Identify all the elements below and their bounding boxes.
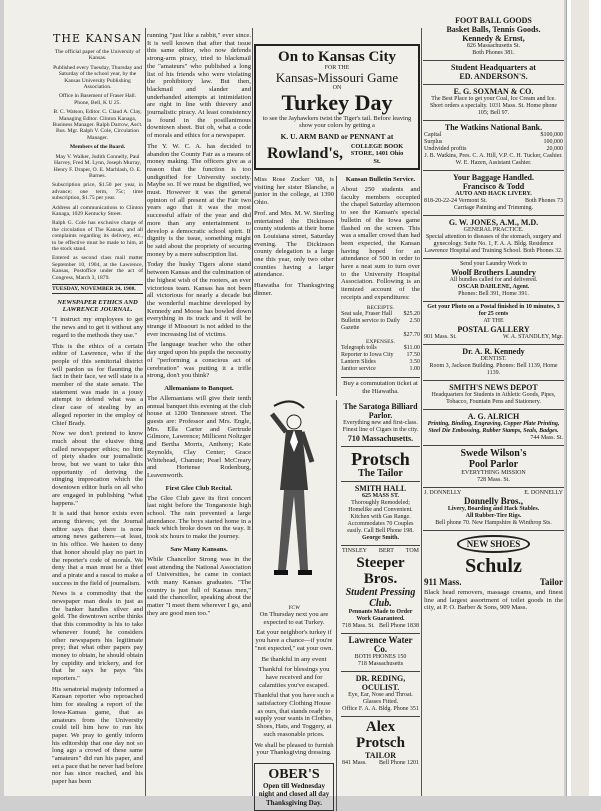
- ad-heading: Your Baggage Handled.: [453, 173, 534, 182]
- steeper-address: 718 Mass. St.: [342, 622, 375, 629]
- ad-phone: Bell phone 70. New Hampshire & Winthrop Sts.: [435, 520, 552, 526]
- ad-line: On to Kansas City: [278, 49, 396, 65]
- bank-value: 100,000: [543, 139, 563, 145]
- expense-label: Lantern Slides: [341, 359, 376, 366]
- ad-name: POSTAL GALLERY: [457, 325, 530, 334]
- ad-service: All bundles called for and delivered.: [449, 277, 538, 283]
- rowlands-ad: [254, 44, 420, 170]
- bulletin-headline: Kansan Bulletin Service.: [345, 176, 416, 184]
- ad-line: K. U. ARM BAND or PENNANT at: [280, 131, 394, 141]
- anderson-ad: [423, 61, 564, 85]
- new-shoes-logo: NEW SHOES: [457, 535, 531, 553]
- receipt-value: $25.20: [403, 310, 420, 317]
- editorial-para: "I instruct my employees to get the news and to get it without any regard to the methods they use.": [52, 316, 143, 339]
- bank-officers: J. B. Watkins, Pres. C. A. Hill, V.P. C. H. Tucker, Cashier. W. E. Hazen, Assistant Cashier.: [424, 153, 563, 166]
- alex-protsch-ad: [341, 717, 420, 770]
- kansans-body: While Chancellor Strong was in the east attending the National Association of Universities, he came in contact with many Kansas graduates. "The country is just full of Kansas men," said the chancellor, speaking about the matter "I meet them wherever I go, and they are good men too.": [147, 555, 251, 617]
- expense-value: 1.00: [409, 366, 420, 373]
- steeper-partner: BERT: [378, 547, 394, 554]
- schulz-ad: [423, 531, 564, 618]
- steeper-ad: [341, 546, 420, 634]
- bank-value: $100,000: [540, 132, 563, 138]
- water-co-name: Lawrence Water Co.: [348, 634, 413, 654]
- society-para: Hiawatha for Thanksgiving dinner.: [254, 282, 334, 297]
- saratoga-ad: [341, 400, 420, 447]
- ad-small: Short orders a specialty. 1031 Mass. St. Home phone 105; Bell 97.: [429, 103, 558, 116]
- subscription-price: Subscription price, $1.50 per year, in advance; one term, 75c; time subscription, $1.75 per year.: [52, 182, 143, 202]
- receipts-heading: RECEIPTS.: [366, 304, 395, 311]
- news-para: running "just like a rabbit," ever since. It is well known that after that issue this same editor, who now defends strong-arm piracy, tried to blackmail the "amateurs" who published a long list of his friends who were violating the prohibitory law. But then, blackmail and slander and underhanded attempts at intimidation are right in line with thievery and journalistic piracy. At least consistency is found in the posillanimous downtown sheet. But oh, what a code of morals and ethics for a newspaper.: [147, 32, 251, 140]
- ad-text: Send your Laundry Work to: [459, 261, 528, 267]
- glee-body: The Glee Club gave its first concert last night before the Tonganoxie high school. The rain prevented a large attendance. The boys started home in a hack which broke down on the way. It took six hours to make the journey.: [147, 494, 251, 541]
- center-right-ads: [341, 400, 420, 811]
- ad-name: SMITH'S NEWS DEPOT: [449, 383, 538, 392]
- ad-phone: Phones: Bell 391, Home 391.: [458, 291, 529, 297]
- ad-line: Kansas-Missouri Game: [275, 70, 399, 85]
- thanks-line: Thankful for blessings you have received and for calamities you've escaped.: [258, 666, 330, 689]
- ad-name: Swede Wilson's: [460, 448, 527, 459]
- bulletin-article: [341, 176, 420, 396]
- ad-at: AT THE: [483, 318, 504, 324]
- ad-text: Student Headquarters at: [451, 63, 536, 72]
- expense-value: 17.50: [406, 352, 420, 359]
- editorial-para: Now we don't pretend to know much about the elusive thing called newspaper ethics; no hint of piety shades our journalistic brow, but we want to take this opportunity of deriving the stinging imprecation which the downtown editor hurls on all who are engaged in publishing "what happens.": [52, 430, 143, 507]
- partner-name: J. DONNELLY: [424, 490, 462, 496]
- address-note: Address all communications to Clinton Kanaga, 1029 Kentucky Street.: [52, 204, 143, 217]
- ad-service: All Rubber-Tire Rigs.: [465, 513, 522, 519]
- protsch-tagline: The Tailor: [358, 467, 403, 479]
- steeper-partner: TOM: [405, 547, 419, 554]
- saratoga-address: 710 Massachusetts.: [347, 433, 414, 443]
- bulletin-body: About 250 students and faculty members occupied the chapel Saturday afternoon to see the Kansan's special bulletin of the Iowa game flashed on the screen. This was a smaller crowd than had been expected, the Kansan having hoped for an attendance of 500 in order to have a neat sum to turn over to the University Hospital Association. Following is an itemized account of the receipts and expenditures:: [341, 186, 420, 301]
- ad-address: 901 Mass. St.: [424, 334, 457, 340]
- receipt-label: Bulletin service to Daily Gazette: [341, 317, 400, 331]
- ad-text: Livery, Boarding and Hack Stables.: [447, 506, 540, 512]
- news-para: Today the husky Tigers alone stand between Kansas and the culmination of the highest wish of the rooters, an ever victorious team. Kansas has not been all victorious for nearly a decade but the wonderful machine developed by Kennedy and Moose has bowled down everything in its track and it will be strange if Missouri is not added to the ever increasing list of victims.: [147, 261, 251, 338]
- receipt-total: $27.70: [403, 331, 420, 338]
- board-members: May V. Walker, Judith Connelly, Paul Harvey, Fred M. Lynn, Joseph Murray, Henry F. Draper, O. E. Marblash, O. E. Barnes.: [53, 153, 142, 179]
- editorial-para: His senatorial majesty informed a Kansan reporter who reproached him for stealing a report of the Iowa-Kansas game, that as amateurs from the University could tell him how to run his paper. We pray to gently inform his editorship that one day not so long ago a crowd of these same "amateurs" did run his paper, and set a pace that he never had before nor has since reached, and his paper has been: [52, 685, 143, 786]
- column-rule: [421, 28, 422, 796]
- smith-hall-owner: George Smith.: [362, 534, 399, 541]
- bank-value: 20,000: [546, 146, 563, 152]
- water-co-phones: BOTH PHONES 150: [354, 653, 407, 660]
- steeper-partner: TINSLEY: [342, 547, 367, 554]
- ad-name: Kennedy & Ernst,: [462, 34, 525, 43]
- rowlands-name: Rowland's,: [266, 144, 344, 162]
- ad-name: Dr. A. R. Kennedy: [462, 347, 525, 356]
- kansans-headline: Saw Many Kansans.: [170, 545, 228, 553]
- turkey-day-title: Turkey Day: [281, 90, 393, 115]
- kennedy-dentist-ad: [423, 345, 564, 381]
- ad-trade: Tailor: [539, 577, 563, 587]
- circulation-note: Ralph G. Cole has exclusive charge of the circulation of The Kansan, and all complaints regarding its delivery, etc., to be effective must be made to him, at the stock stand.: [52, 220, 143, 252]
- column-masthead: [52, 0, 143, 789]
- expense-label: Telegraph tolls: [341, 345, 377, 352]
- society-para: Prof. and Mrs. M. W. Sterling entertained the Dickinson county students at their home on Louisiana street, Saturday evening. The Dickinson county delegation is a large one this year, only two other counties having a larger attendance.: [254, 209, 334, 279]
- ad-text: EVERYTHING MISSION: [461, 470, 526, 476]
- hiawatha-ad: Buy a commutation ticket at the Hiawatha.: [341, 377, 420, 395]
- ad-service: AUTO AND HACK LIVERY.: [455, 191, 532, 197]
- entered-note: Entered as second class mail matter September 10, 1904, at the Lawrence, Kansas, Postoffice under the act of Congress, March 3, 1879.: [52, 255, 143, 281]
- ad-line: COLLEGE BOOK STORE, 1401 Ohio St.: [350, 142, 404, 165]
- news-para: The language teacher who the other day urged upon his pupils the necessity of "performing a conscious act of cerebration" was putting it a trifle strong, don't you think?: [147, 341, 251, 380]
- society-notes: [254, 176, 337, 396]
- ad-address: 728 Mass. St.: [477, 477, 510, 483]
- protsch-name: Protsch: [351, 448, 410, 469]
- board-heading: Members of the Board.: [69, 144, 126, 151]
- expense-label: Janitor service: [341, 366, 376, 373]
- ad-line: FOR THE: [324, 65, 350, 71]
- ad-heading: FOOT BALL GOODS: [455, 16, 532, 25]
- alex-protsch-address: 841 Mass.: [342, 759, 367, 766]
- alex-protsch-name: Alex Protsch: [356, 718, 405, 751]
- ad-name: Donnelly Bros.,: [463, 496, 524, 506]
- ad-service: GENERAL PRACTICE.: [463, 227, 524, 233]
- smith-hall-name: SMITH HALL: [354, 483, 407, 493]
- postal-gallery-ad: [423, 302, 564, 345]
- masthead-pub: Published every Tuesday, Thursday and Saturday of the school year, by the Kansas University Publishing Association.: [53, 64, 142, 91]
- kennedy-ernst-ad: [423, 14, 564, 61]
- thanks-line: On Thursday next you are expected to eat Turkey.: [259, 610, 329, 626]
- thanks-line: Thankful that you have such a satisfactory Clothing House as ours, that stands ready to supply your wants in Clothes, Shoes, Hats, and Toggery, at such reasonable prices.: [254, 692, 334, 738]
- alex-protsch-trade: TAILOR: [365, 750, 396, 760]
- column-news: [147, 0, 251, 621]
- ad-name: ED. ANDERSON'S.: [459, 72, 528, 81]
- ad-text: Room 3, Jackson Building. Phones: Bell 1139, Home 1139.: [429, 363, 558, 376]
- receipt-label: Seat sale, Fraser Hall: [341, 310, 392, 317]
- obers-name: OBER'S: [268, 766, 320, 782]
- partner-name: E. DONNELLY: [524, 490, 563, 496]
- expense-label: Reporter to Iowa City: [341, 352, 394, 359]
- masthead-sub: The official paper of the University of Kansas.: [54, 49, 141, 62]
- protsch-ad: [341, 447, 420, 482]
- expense-value: 3.50: [409, 359, 420, 366]
- alrich-ad: [423, 410, 564, 446]
- jones-md-ad: [423, 216, 564, 259]
- masthead-staff: B. C. Watson, Editor. C. Claud A. Clay, Managing Editor. Clinton Kanaga, Business Manager. Ralph Darrow, Ass't. Bus. Mgr. Ralph V. Cole, Circulation Manager.: [52, 109, 143, 141]
- bank-label: Capital: [424, 132, 442, 138]
- editorial-para: It is said that honor exists even among thieves; yet the Journal editor says that there is none among news gatherers—at least, in his office. We hasten to deny that honor should play no part in the reporter's code of morals. We deny that a man must be a thief and a pirate and a rascal to make a success in the field of journalism.: [52, 510, 143, 587]
- obers-hours: Open till Wednesday night and closed all day Thanksgiving Day.: [258, 781, 330, 807]
- ad-address: 826 Massachusetts St.: [466, 43, 521, 49]
- thanks-line: Eat your neighbor's turkey if you have a chance—if you're "not expected," eat your own.: [254, 629, 334, 652]
- water-co-ad: [341, 634, 420, 672]
- allemanians-headline: Allemanians to Banquet.: [164, 384, 234, 392]
- ad-name: Francisco & Todd: [462, 182, 525, 191]
- column-rule: [145, 28, 146, 796]
- water-co-address: 718 Massachusetts: [357, 660, 404, 667]
- editorial-para: News is a commodity that the newspaper man deals in just as the banker handles silver and gold. The downtown scribe thinks that this commodity is his to take whenever found; he considers other newspapers his legitimate prey; that what other papers pay money to obtain, he should obtain by cupidity and trickery, and for that he says he pays "his reporters.": [52, 590, 143, 683]
- smith-hall-ad: [341, 482, 420, 546]
- ad-text: Headquarters for Students in Athletic Goods, Pipes, Tobacco, Fountain Pens and Stationery.: [431, 392, 556, 405]
- ad-phone: Both Phones 381.: [472, 50, 515, 56]
- ad-service: DENTIST.: [480, 356, 507, 362]
- thanksgiving-ad: [254, 400, 337, 811]
- allemanians-body: The Allemanians will give their tenth annual banquet this evening at the club house at 1200 Tennessee street. The guests are: Professor and Mrs. Engle, Mrs. Ella Carter and Gertrude Gilmore, Lawrence; Millicent Noltzger and Bertha Morris, Anthony; Kate Reynolds, Clay Center; Grace Whitehead, Chanute; Pearl McCreary and Hortense Rodenburg, Leavenworth.: [147, 394, 251, 479]
- ad-name: Schulz: [465, 555, 522, 577]
- steeper-pennants: Pennants Made to Order: [348, 608, 413, 615]
- oculist-desc: Eye, Ear, Nose and Throat. Glasses Fitted.: [348, 691, 413, 705]
- receipt-value: 2.50: [409, 317, 420, 324]
- ad-text: Printing, Binding, Engraving, Copper Plate Printing, Steel Die Embossing, Rubber Stamps, Seals, Badges.: [427, 421, 560, 434]
- steeper-phone: Bell Phone 1838: [379, 622, 419, 629]
- oculist-name: DR. REDING, OCULIST.: [355, 673, 406, 692]
- ad-name: A. G. ALRICH: [467, 412, 520, 421]
- ad-subheading: Basket Balls, Tennis Goods.: [446, 25, 541, 34]
- bank-label: Undivided profits: [424, 146, 467, 152]
- editorial-headline: NEWSPAPER ETHICS AND LAWRENCE JOURNAL.: [57, 299, 138, 314]
- ad-agent: OSCAR DAHLENE, Agent.: [457, 284, 530, 290]
- steeper-service: Student Pressing: [345, 586, 416, 598]
- ad-text: Special attention to diseases of the stomach, surgery and gynecology. Suite No. 1, F. A. A. Bldg. Residence Lawrence Hospital and Training School. Both Phones 32.: [424, 234, 563, 254]
- oculist-office: Office F. A. A. Bldg. Phone 351: [342, 705, 419, 712]
- column-rule: [252, 28, 253, 796]
- column-ads-center: [254, 0, 420, 811]
- ad-phone: Both Phones 73: [524, 198, 563, 204]
- ad-line: ON: [332, 85, 342, 91]
- ad-address: 744 Mass. St.: [530, 435, 563, 441]
- ad-name: Woolf Brothers Laundry: [451, 268, 536, 277]
- artist-signature: YCW: [288, 604, 300, 611]
- gentleman-cane-illustration: [254, 400, 332, 600]
- ad-text: Carriage Painting and Trimming.: [453, 205, 534, 211]
- editorial-para: This is the ethics of a certain editor of Lawrence, who if the people of this semitorial district will pardon us for flaunting the fact in their face, we will state is a member of the state senate. The statement was made in a jousy attempt to defend what was a clear case of stealing by an alleged reporter in the employ of Chief Brady.: [52, 342, 143, 427]
- column-ads-right: [423, 0, 564, 618]
- saratoga-name: The Saratoga Billiard Parlor.: [343, 401, 418, 420]
- ad-text: The Best Place to get your Coal, Ice Cream and Ice.: [431, 96, 556, 102]
- news-para: The Y. W. C. A. has decided to abandon the County Fair as a means of money making. The officers give as a reason that the function is too undignified for University society. Maybe so. If we must be dignified, we must. However it was the general opinion of all present at the Fair two years ago that it was the most successful affair of the year and did more than any entertainment to develop a democratic school spirit. If dignity is the issue, something might be said about the propriety of securing money by a mere subscription list.: [147, 142, 251, 258]
- francisco-todd-ad: [423, 171, 564, 216]
- dateline: TUESDAY, NOVEMBER 24, 1908.: [52, 284, 143, 294]
- ad-name: E. G. SOXMAN & CO.: [453, 87, 534, 96]
- donnelly-ad: [423, 488, 564, 531]
- thanks-line: Be thankful in any event: [261, 655, 327, 663]
- masthead-title: THE KANSAN: [53, 32, 142, 45]
- smith-hall-address: 625 MASS ST.: [361, 492, 400, 499]
- ad-address: 818-20-22-24 Vermont St.: [424, 198, 488, 204]
- ad-line: to see the Jayhawkers twist the Tiger's tail. Before leaving show your colors by getting a: [262, 115, 412, 130]
- expense-value: $11.00: [403, 345, 420, 352]
- woolf-laundry-ad: [423, 259, 564, 302]
- watkins-bank-ad: [423, 121, 564, 171]
- swede-wilson-ad: [423, 446, 564, 488]
- oculist-ad: [341, 672, 420, 717]
- steeper-service: Club.: [369, 597, 392, 609]
- expenses-heading: EXPENSES.: [365, 338, 396, 345]
- ad-text: Get your Photo on a Postal finished in 10 minutes, 3 for 25 cents: [427, 304, 560, 317]
- ad-name: Pool Parlor: [468, 459, 519, 470]
- smith-hall-desc: Thoroughly Remodeled; Homelike and Convenient. Kitchen with Gas Range. Accommodates 70 Couples easily. Call Bell Phone 198.: [347, 499, 414, 534]
- ad-address: 911 Mass.: [424, 577, 462, 587]
- steeper-name: Steeper Bros.: [356, 554, 405, 587]
- alex-protsch-phone: Bell Phone 1201: [379, 759, 419, 766]
- soxman-ad: [423, 85, 564, 121]
- society-para: Miss Rose Zucker '08, is visiting her sister Blanche, a junior in the college, at 1390 Ohio.: [254, 176, 334, 207]
- smiths-news-ad: [423, 381, 564, 410]
- adjacent-page-edge: [566, 0, 601, 796]
- steeper-guarantee: Work Guaranteed.: [356, 615, 405, 622]
- ad-manager: W. A. STANDLEY, Mgr.: [502, 334, 563, 340]
- masthead-office: Office in Basement of Fraser Hall. Phone, Bell, K U 25.: [58, 93, 137, 106]
- thanks-line: We shall be pleased to furnish your Thanksgiving dressing.: [254, 741, 334, 757]
- ad-text: Black head removers, massage creams, and finest line and largest assortment of toilet goods in the city, at P. O. Barber & Sons, 909 Mass.: [424, 589, 563, 612]
- ad-name: The Watkins National Bank.: [444, 123, 543, 132]
- newspaper-page: [4, 0, 564, 807]
- bank-label: Surplus: [424, 139, 443, 145]
- glee-headline: First Glee Club Recital.: [165, 484, 233, 492]
- obers-ad: [254, 763, 334, 811]
- saratoga-desc: Everything new and first-class. Finest line of Cigars in the city.: [342, 419, 419, 433]
- ad-name: G. W. JONES, A.M., M.D.: [448, 218, 539, 227]
